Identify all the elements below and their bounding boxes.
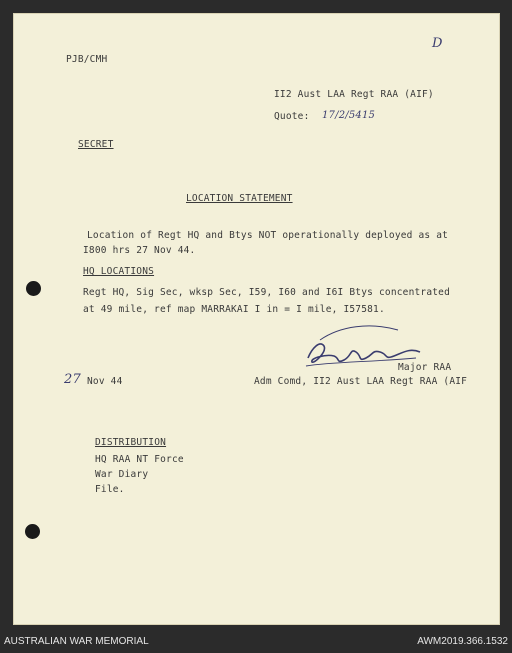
date-day-handwritten: 27	[64, 372, 81, 387]
quote-value-handwritten: 17/2/5415	[322, 110, 376, 121]
reference-code: PJB/CMH	[66, 54, 108, 65]
unit-designation: II2 Aust LAA Regt RAA (AIF)	[274, 89, 434, 100]
footer-accession-number: AWM2019.366.1532	[417, 636, 508, 647]
distribution-item: HQ RAA NT Force	[95, 454, 184, 465]
signatory-title: Adm Comd, II2 Aust LAA Regt RAA (AIF	[254, 376, 468, 387]
body-line-2: at 49 mile, ref map MARRAKAI I in = I mile, I57581.	[83, 304, 385, 315]
distribution-heading: DISTRIBUTION	[95, 437, 167, 448]
document-title: LOCATION STATEMENT	[186, 193, 293, 204]
body-line-1: Regt HQ, Sig Sec, wksp Sec, I59, I60 and I6I Btys concentrated	[83, 287, 451, 298]
corner-handwritten-mark: D	[432, 36, 443, 51]
punch-hole-bottom	[25, 524, 40, 539]
intro-line-2: I800 hrs 27 Nov 44.	[83, 245, 196, 256]
date-month-year: Nov 44	[87, 376, 123, 387]
classification-label: SECRET	[78, 139, 114, 150]
footer-institution: AUSTRALIAN WAR MEMORIAL	[4, 636, 149, 647]
punch-hole-top	[26, 281, 41, 296]
signatory-rank: Major RAA	[398, 362, 452, 373]
quote-label: Quote:	[274, 111, 310, 122]
intro-line-1: Location of Regt HQ and Btys NOT operationally deployed as at	[87, 230, 449, 241]
section-heading: HQ LOCATIONS	[83, 266, 155, 277]
distribution-item: File.	[95, 484, 125, 495]
distribution-item: War Diary	[95, 469, 149, 480]
